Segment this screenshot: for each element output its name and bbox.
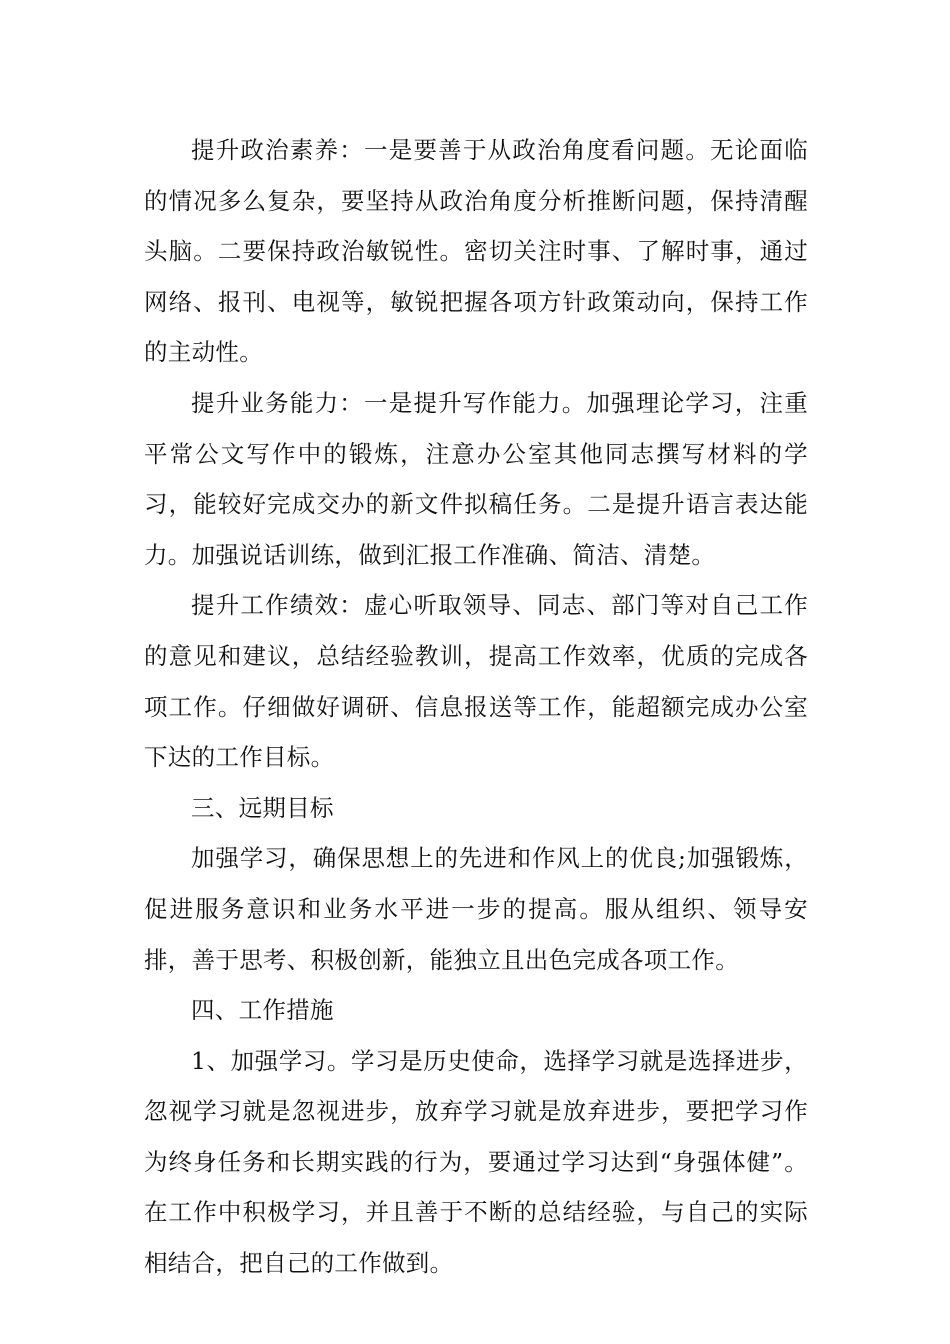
heading-work-measures: 四、工作措施 — [191, 996, 334, 1025]
paragraph-political-literacy: 提升政治素养：一是要善于从政治角度看问题。无论面临的情况多么复杂，要坚持从政治角度分析推断问题，保持清醒头脑。二要保持政治敏锐性。密切关注时事、了解时事，通过网络、报刊、电视等，敏锐把握各项方针政策动向，保持工作的主动性。 — [144, 136, 808, 367]
paragraph-long-term-goals: 加强学习，确保思想上的先进和作风上的优良;加强锻炼，促进服务意识和业务水平进一步的提高。服从组织、领导安排，善于思考、积极创新，能独立且出色完成各项工作。 — [144, 844, 808, 974]
heading-long-term-goals: 三、远期目标 — [191, 793, 334, 822]
document-body — [144, 125, 808, 1289]
paragraph-strengthen-learning: 1、加强学习。学习是历史使命，选择学习就是选择进步，忽视学习就是忽视进步，放弃学习就是放弃进步，要把学习作为终身任务和长期实践的行为，要通过学习达到“身强体健”。在工作中积极学习，并且善于不断的总结经验，与自己的实际相结合，把自己的工作做到。 — [144, 1046, 808, 1278]
paragraph-work-performance: 提升工作绩效：虚心听取领导、同志、部门等对自己工作的意见和建议，总结经验教训，提高工作效率，优质的完成各项工作。仔细做好调研、信息报送等工作，能超额完成办公室下达的工作目标。 — [144, 591, 808, 772]
paragraph-business-ability: 提升业务能力：一是提升写作能力。加强理论学习，注重平常公文写作中的锻炼，注意办公室其他同志撰写材料的学习，能较好完成交办的新文件拟稿任务。二是提升语言表达能力。加强说话训练，做到汇报工作准确、简洁、清楚。 — [144, 388, 808, 569]
